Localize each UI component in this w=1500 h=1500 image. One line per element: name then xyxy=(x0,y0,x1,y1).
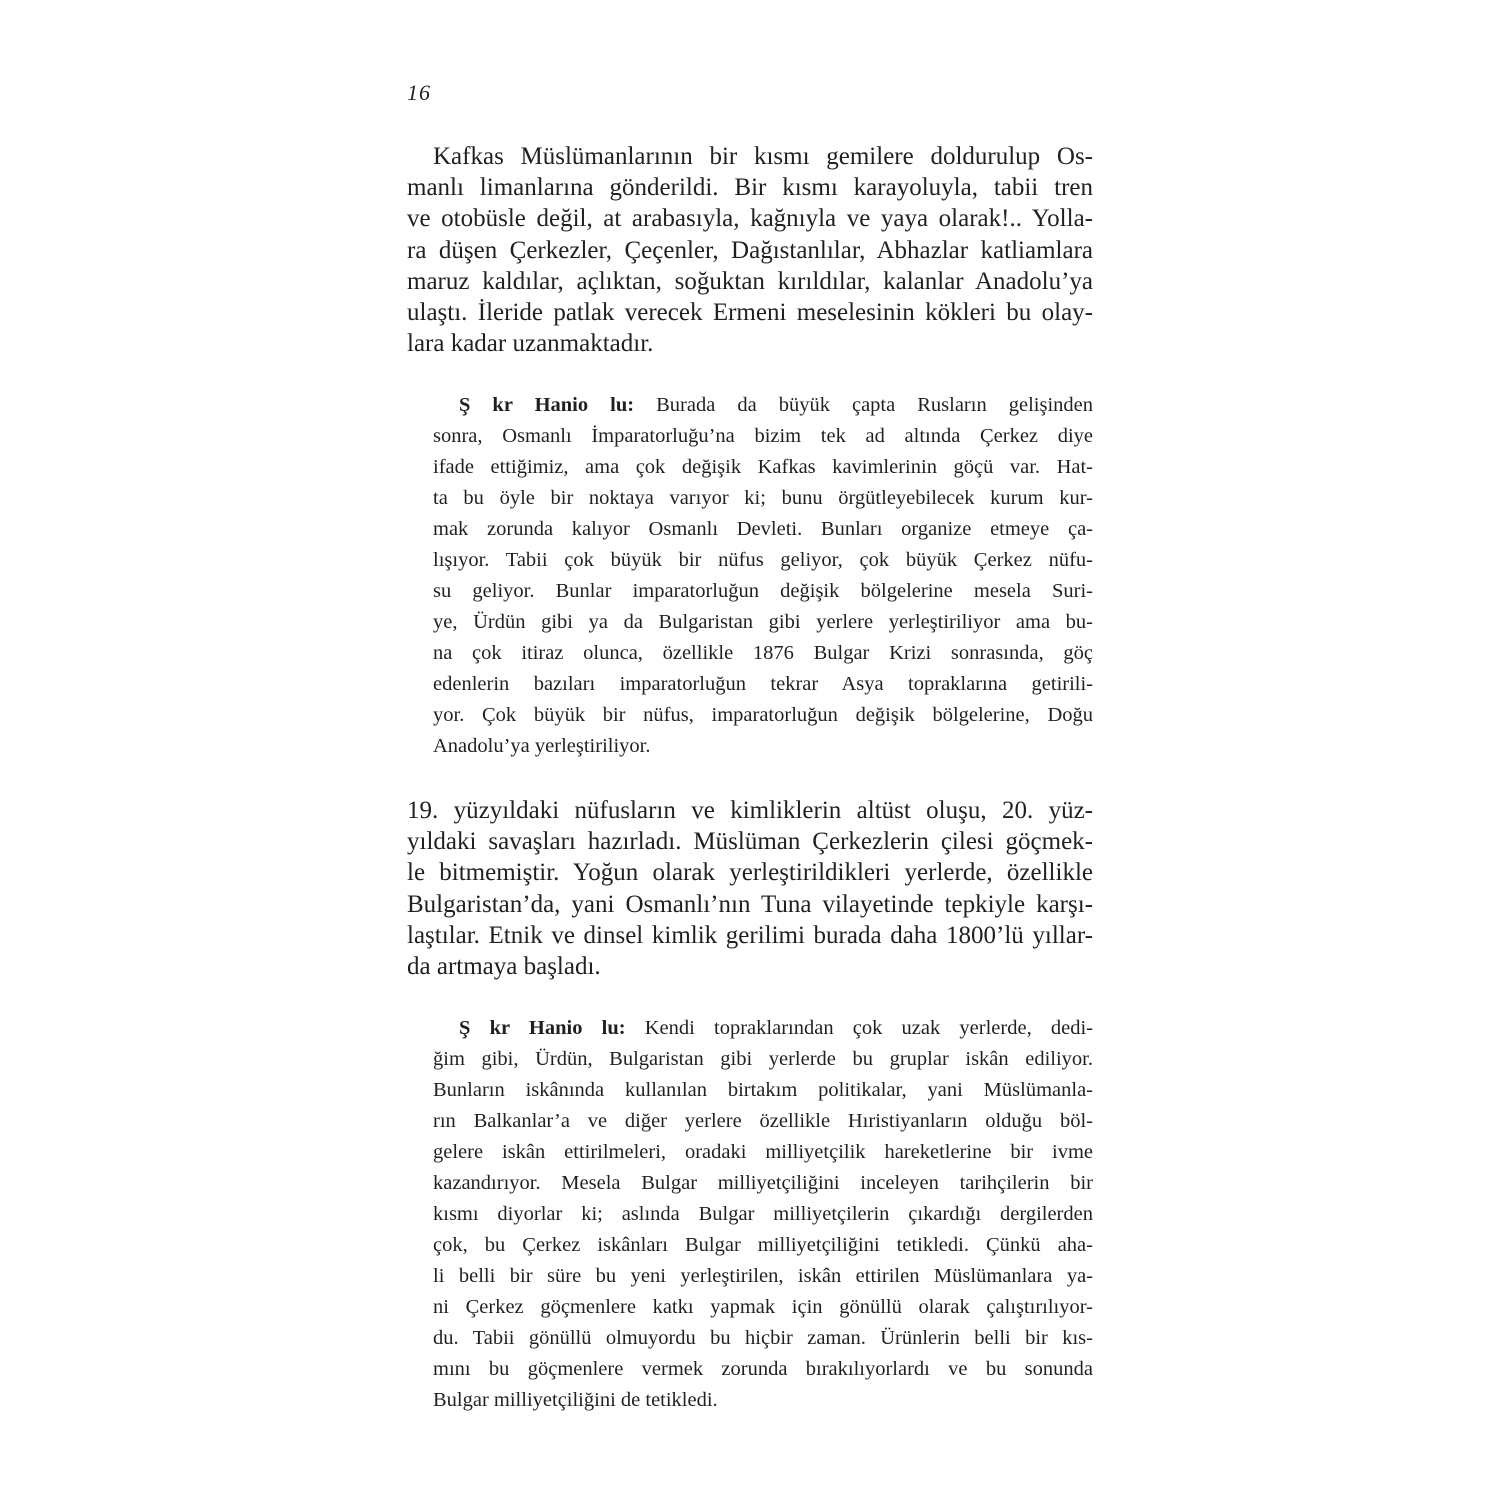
text-line: da artmaya başladı. xyxy=(407,953,601,981)
text-line: mını bu göçmenlere vermek zorunda bırakılıyorlardı ve bu sonunda xyxy=(433,1358,1093,1380)
quote-text: Burada da büyük çapta Rusların gelişinden xyxy=(634,394,1093,416)
text-line: maruz kaldılar, açlıktan, soğuktan kırıldılar, kalanlar Anadolu’ya xyxy=(407,267,1093,295)
text-line: ra düşen Çerkezler, Çeçenler, Dağıstanlılar, Abhazlar katliamlara xyxy=(407,236,1093,264)
text-line: laştılar. Etnik ve dinsel kimlik gerilimi burada daha 1800’lü yıllar- xyxy=(407,921,1093,949)
text-line: ulaştı. İleride patlak verecek Ermeni meselesinin kökleri bu olay- xyxy=(407,299,1093,327)
text-line: 19. yüzyıldaki nüfusların ve kimliklerin altüst oluşu, 20. yüz- xyxy=(407,797,1093,824)
interview-quote-1 xyxy=(433,390,1093,762)
text-line: sonra, Osmanlı İmparatorluğu’na bizim tek ad altında Çerkez diye xyxy=(433,425,1093,447)
text-line: ni Çerkez göçmenlere katkı yapmak için gönüllü olarak çalıştırılıyor- xyxy=(433,1296,1093,1318)
speaker-name: Ş kr Hanio lu: xyxy=(459,1017,626,1039)
text-line: Bunların iskânında kullanılan birtakım politikalar, yani Müslümanla- xyxy=(433,1079,1093,1101)
text-line: Bulgaristan’da, yani Osmanlı’nın Tuna vilayetinde tepkiyle karşı- xyxy=(407,890,1093,918)
body-paragraph-2 xyxy=(407,795,1093,982)
text-line: rın Balkanlar’a ve diğer yerlere özellikle Hıristiyanların olduğu böl- xyxy=(433,1110,1093,1132)
text-line: manlı limanlarına gönderildi. Bir kısmı karayoluyla, tabii tren xyxy=(407,174,1093,202)
text-line: na çok itiraz olunca, özellikle 1876 Bulgar Krizi sonrasında, göç xyxy=(433,642,1093,664)
text-line: edenlerin bazıları imparatorluğun tekrar Asya topraklarına getirili- xyxy=(433,673,1093,695)
text-line: yıldaki savaşları hazırladı. Müslüman Çerkezlerin çilesi göçmek- xyxy=(407,828,1093,856)
text-line: Kafkas Müslümanlarının bir kısmı gemilere doldurulup Os- xyxy=(433,143,1093,170)
text-line: ifade ettiğimiz, ama çok değişik Kafkas kavimlerinin göçü var. Hat- xyxy=(433,456,1093,478)
text-line: ye, Ürdün gibi ya da Bulgaristan gibi yerlere yerleştiriliyor ama bu- xyxy=(433,611,1093,633)
text-line: le bitmemiştir. Yoğun olarak yerleştirildikleri yerlerde, özellikle xyxy=(407,859,1093,887)
text-line: ğim gibi, Ürdün, Bulgaristan gibi yerlerde bu gruplar iskân ediliyor. xyxy=(433,1048,1093,1070)
text-line: Anadolu’ya yerleştiriliyor. xyxy=(433,735,651,757)
text-line: li belli bir süre bu yeni yerleştirilen, iskân ettirilen Müslümanlara ya- xyxy=(433,1265,1093,1287)
text-line: lışıyor. Tabii çok büyük bir nüfus geliyor, çok büyük Çerkez nüfu- xyxy=(433,549,1093,571)
text-line: yor. Çok büyük bir nüfus, imparatorluğun değişik bölgelerine, Doğu xyxy=(433,704,1093,726)
page-number: 16 xyxy=(407,80,431,105)
text-line: su geliyor. Bunlar imparatorluğun değişik bölgelerine mesela Suri- xyxy=(433,580,1093,602)
text-line: ve otobüsle değil, at arabasıyla, kağnıyla ve yaya olarak!.. Yolla- xyxy=(407,205,1093,233)
text-line: lara kadar uzanmaktadır. xyxy=(407,330,654,358)
text-line: çok, bu Çerkez iskânları Bulgar milliyetçiliğini tetikledi. Çünkü aha- xyxy=(433,1234,1093,1256)
text-line: kısmı diyorlar ki; aslında Bulgar milliyetçilerin çıkardığı dergilerden xyxy=(433,1203,1093,1225)
body-paragraph-1 xyxy=(407,141,1093,359)
text-line xyxy=(433,390,1093,421)
text-line: gelere iskân ettirilmeleri, oradaki milliyetçilik hareketlerine bir ivme xyxy=(433,1141,1093,1163)
text-line: kazandırıyor. Mesela Bulgar milliyetçiliğini inceleyen tarihçilerin bir xyxy=(433,1172,1093,1194)
quote-text: Kendi topraklarından çok uzak yerlerde, dedi- xyxy=(625,1017,1094,1039)
text-line: mak zorunda kalıyor Osmanlı Devleti. Bunları organize etmeye ça- xyxy=(433,518,1093,540)
speaker-name: Ş kr Hanio lu: xyxy=(459,394,635,416)
text-line: ta bu öyle bir noktaya varıyor ki; bunu örgütleyebilecek kurum kur- xyxy=(433,487,1093,509)
text-line: Bulgar milliyetçiliğini de tetikledi. xyxy=(433,1389,718,1411)
interview-quote-2 xyxy=(433,1013,1093,1416)
text-line: du. Tabii gönüllü olmuyordu bu hiçbir zaman. Ürünlerin belli bir kıs- xyxy=(433,1327,1093,1349)
text-line xyxy=(433,1013,1093,1044)
